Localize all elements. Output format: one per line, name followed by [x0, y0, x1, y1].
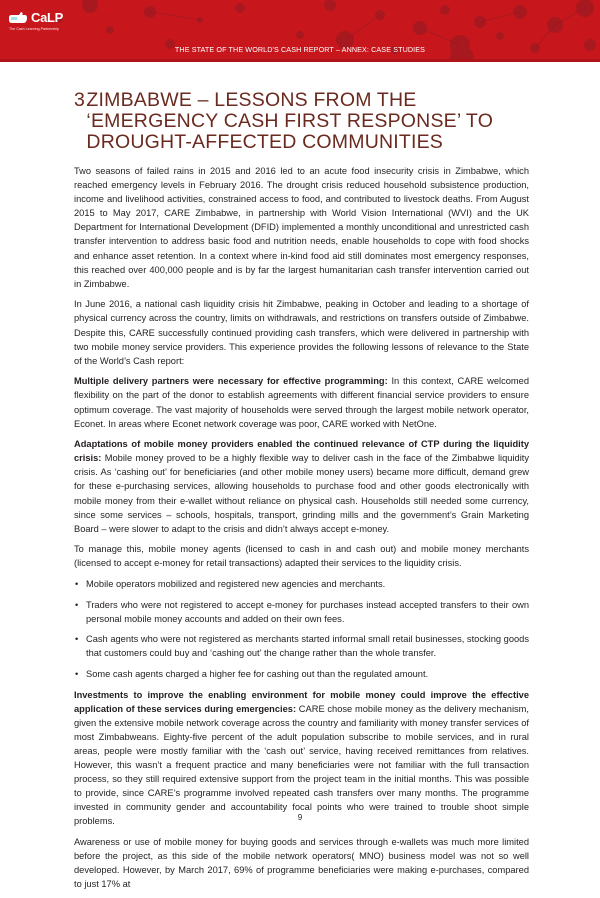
- lesson-heading-adaptations: Adaptations of mobile money providers enabled the continued relevance of CTP during the liquidity crisis:: [74, 439, 529, 464]
- running-head: THE STATE OF THE WORLD'S CASH REPORT – ANNEX: CASE STUDIES: [174, 45, 426, 54]
- bullet-icon: •: [75, 669, 79, 679]
- paragraph-enabling-environment: Investments to improve the enabling environment for mobile money could improve the effective application of these services during emergencies: CARE chose mobile money as the delivery mechanism, given the extensive mobile network coverage across the country and familiarity with money transfer services of most Zimbabweans. Eighty-five percent of the adult population subscribe to mobile services, and in rural areas, people were mostly familiar with the ‘cash out’ service, having received remittances from relatives. However, this wasn’t a frequent practice and many beneficiaries were not familiar with the full transaction process, so they still required extensive support from the project team in the initial months. This was possible to provide, since CARE’s programme involved repeated cash transfers over many months. The programme invested in community gender and accountability focal points who were trained to trouble shoot simple problems.: [74, 689, 529, 827]
- logo-tagline: The Cash Learning Partnership: [9, 27, 59, 31]
- paragraph-awareness: Awareness or use of mobile money for buying goods and services through e-wallets was much more limited before the project, as this side of the mobile network operators( MNO) business model was not so well developed. However, by March 2017, 69% of programme beneficiaries were making e-purchases, compared to just 17% at: [74, 837, 529, 890]
- list-item: • Traders who were not registered to accept e-money for purchases instead accepted transfers to their own personal mobile money accounts and added on their own fees.: [75, 599, 529, 624]
- paragraph-mobile-money-adaptations: Adaptations of mobile money providers enabled the continued relevance of CTP during the liquidity crisis: Mobile money proved to be a highly flexible way to deliver cash in the face of the Zimbabwe liquidity crisis. As ‘cashing out’ for beneficiaries (and other mobile money users) became more difficult, demand grew for these e-purchasing services, allowing households to purchase food and other goods electronically with mobile money from their e-wallet without reliance on physical cash. Households still needed some currency, since some services – schools, hospitals, transport, grinding mills and the government’s Grain Marketing Board – were slower to adapt to the crisis and didn’t always accept e-money.: [74, 439, 529, 534]
- lesson-heading-delivery-partners: Multiple delivery partners were necessary for effective programming:: [74, 376, 388, 387]
- list-item: • Mobile operators mobilized and registered new agencies and merchants.: [74, 577, 529, 591]
- section-heading: ZIMBABWE – LESSONS FROM THE ‘EMERGENCY CASH FIRST RESPONSE’ TO DROUGHT-AFFECTED COMMUNITIES: [86, 89, 494, 153]
- list-item: • Some cash agents charged a higher fee for cashing out than the regulated amount.: [74, 667, 529, 681]
- report-header-banner: [0, 0, 600, 62]
- adaptations-list: [74, 577, 529, 681]
- paragraph-delivery-partners: Multiple delivery partners were necessary for effective programming: In this context, CARE welcomed flexibility on the part of the donor to establish agreements with different financial service providers to ensure optimum coverage. The vast majority of households were served through the largest mobile network operator, Econet. In areas where Econet network coverage was poor, CARE worked with NetOne.: [74, 376, 529, 429]
- section-number: 3: [74, 89, 85, 111]
- paragraph-liquidity-crisis: In June 2016, a national cash liquidity crisis hit Zimbabwe, peaking in October and leading to a shortage of physical currency across the country, limits on withdrawals, and restrictions on transfers outside of Zimbabwe. Despite this, CARE successfully continued providing cash transfers, which were delivered in partnership with two mobile money service providers. This experience provides the following lessons of relevance to the State of the World’s Cash report:: [74, 299, 529, 366]
- hand-logo-icon: [8, 12, 28, 24]
- calp-logo: [8, 10, 63, 25]
- bullet-icon: •: [75, 634, 79, 645]
- lesson-heading-enabling-environment: Investments to improve the enabling environment for mobile money could improve the effective application of these services during emergencies:: [74, 689, 529, 714]
- logo-text: CaLP: [31, 10, 64, 25]
- section-title: [74, 90, 544, 153]
- article-body: [74, 164, 529, 898]
- paragraph-intro: Two seasons of failed rains in 2015 and 2016 led to an acute food insecurity crisis in Zimbabwe, which reached emergency levels in February 2016. The drought crisis reduced household subsistence production, income and livelihood activities, constrained access to food, and contributed to livestock deaths. From August 2015 to May 2017, CARE Zimbabwe, in partnership with World Vision International (WVI) and the UK Department for International Development (DFID) implemented a monthly unconditional and unrestricted cash transfer intervention to address basic food and nutrition needs, enable households to cope with food shocks and enhance asset retention. In a context where in-kind food aid still dominates most emergency responses, this reached over 400,000 people and is by far the largest humanitarian cash transfer intervention carried out in Zimbabwe.: [74, 166, 529, 289]
- bullet-icon: •: [75, 599, 79, 610]
- page-number: 9: [297, 813, 303, 822]
- list-item: • Cash agents who were not registered as merchants started informal small retail businesses, stocking goods that customers could buy and ‘cashing out’ the change rather than the whole transfer.: [75, 634, 529, 659]
- bullet-icon: •: [75, 579, 79, 590]
- paragraph-agents-merchants: To manage this, mobile money agents (licensed to cash in and cash out) and mobile money merchants (licensed to accept e-money for retail transactions) adapted their services to the liquidity crisis.: [74, 544, 529, 569]
- header-bottom-stripe: [0, 59, 600, 62]
